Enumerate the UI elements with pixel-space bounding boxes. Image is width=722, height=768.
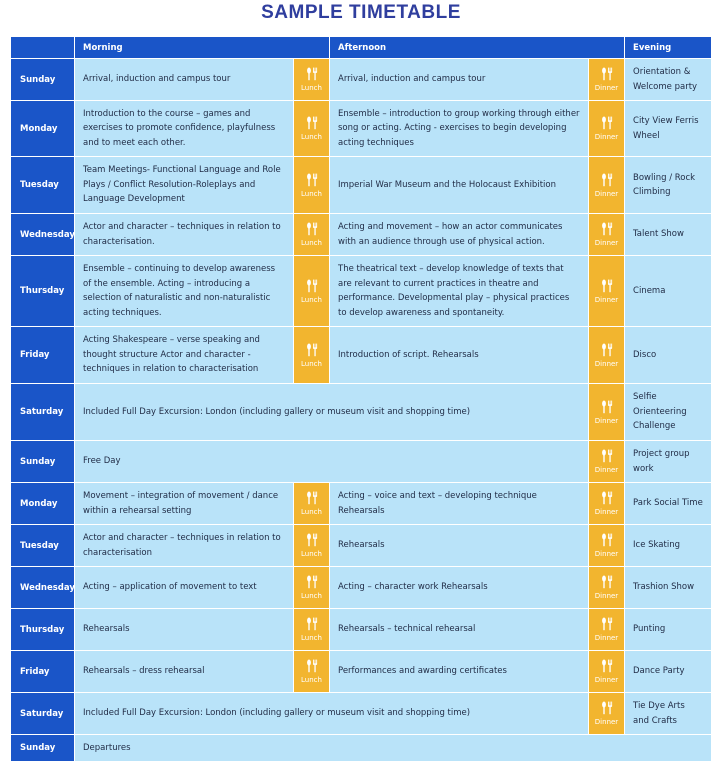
timetable (10, 36, 712, 762)
afternoon-cell: Acting and movement – how an actor communicates with an audience through use of physical action. (330, 214, 589, 256)
day-cell: Monday (11, 101, 75, 157)
table-row (11, 483, 712, 525)
dinner-cell (589, 567, 625, 609)
day-cell: Friday (11, 327, 75, 384)
cutlery-icon (600, 659, 614, 673)
dinner-label: Dinner (594, 634, 619, 642)
lunch-cell (294, 525, 330, 567)
table-row (11, 327, 712, 384)
table-row (11, 651, 712, 693)
cutlery-icon (600, 400, 614, 414)
morning-cell: Arrival, induction and campus tour (75, 59, 294, 101)
lunch-cell (294, 101, 330, 157)
lunch-label: Lunch (301, 239, 322, 247)
dinner-label: Dinner (594, 718, 619, 726)
evening-cell: Tie Dye Arts and Crafts (625, 693, 712, 735)
lunch-label: Lunch (301, 550, 322, 558)
day-cell: Wednesday (11, 567, 75, 609)
day-cell: Thursday (11, 609, 75, 651)
table-row (11, 693, 712, 735)
evening-cell: Project group work (625, 441, 712, 483)
lunch-cell (294, 256, 330, 327)
evening-cell: Selfie Orienteering Challenge (625, 384, 712, 441)
evening-cell: Punting (625, 609, 712, 651)
table-row (11, 101, 712, 157)
dinner-cell (589, 256, 625, 327)
dinner-cell (589, 101, 625, 157)
lunch-label: Lunch (301, 189, 322, 198)
dinner-label: Dinner (594, 550, 619, 558)
day-cell: Sunday (11, 59, 75, 101)
cutlery-icon (600, 279, 614, 293)
table-row (11, 567, 712, 609)
afternoon-cell: Rehearsals – technical rehearsal (330, 609, 589, 651)
afternoon-cell: Performances and awarding certificates (330, 651, 589, 693)
cutlery-icon (305, 67, 319, 81)
afternoon-cell: Acting – character work Rehearsals (330, 567, 589, 609)
morning-cell: Movement – integration of movement / dance within a rehearsal setting (75, 483, 294, 525)
dinner-cell (589, 693, 625, 735)
lunch-label: Lunch (301, 84, 322, 92)
header-corner (11, 37, 75, 59)
lunch-cell (294, 327, 330, 384)
day-cell: Tuesday (11, 157, 75, 214)
departure-cell: Departures (75, 735, 712, 762)
cutlery-icon (600, 343, 614, 357)
table-row (11, 59, 712, 101)
morning-cell: Acting – application of movement to text (75, 567, 294, 609)
lunch-label: Lunch (301, 359, 322, 368)
table-row (11, 609, 712, 651)
afternoon-cell: Acting – voice and text – developing technique Rehearsals (330, 483, 589, 525)
morning-cell: Ensemble – continuing to develop awareness of the ensemble. Acting – introducing a selection of naturalistic and non-naturalistic acting techniques. (75, 256, 294, 327)
cutlery-icon (600, 222, 614, 236)
morning-cell: Team Meetings- Functional Language and Role Plays / Conflict Resolution-Roleplays and Language Development (75, 157, 294, 214)
header-morning: Morning (75, 37, 330, 59)
dinner-cell (589, 59, 625, 101)
day-cell: Saturday (11, 693, 75, 735)
dinner-cell (589, 525, 625, 567)
lunch-cell (294, 483, 330, 525)
afternoon-cell: Arrival, induction and campus tour (330, 59, 589, 101)
fullday-cell: Free Day (75, 441, 589, 483)
page-title: SAMPLE TIMETABLE (261, 2, 461, 23)
evening-cell: Disco (625, 327, 712, 384)
cutlery-icon (305, 659, 319, 673)
table-row (11, 214, 712, 256)
afternoon-cell: Rehearsals (330, 525, 589, 567)
evening-cell: Cinema (625, 256, 712, 327)
cutlery-icon (600, 575, 614, 589)
day-cell: Saturday (11, 384, 75, 441)
lunch-label: Lunch (301, 508, 322, 516)
day-cell: Tuesday (11, 525, 75, 567)
day-cell: Thursday (11, 256, 75, 327)
evening-cell: Dance Party (625, 651, 712, 693)
table-row (11, 256, 712, 327)
dinner-cell (589, 157, 625, 214)
dinner-cell (589, 384, 625, 441)
cutlery-icon (600, 533, 614, 547)
cutlery-icon (600, 116, 614, 130)
dinner-label: Dinner (594, 676, 619, 684)
dinner-label: Dinner (594, 508, 619, 516)
cutlery-icon (305, 617, 319, 631)
dinner-label: Dinner (594, 133, 619, 141)
dinner-label: Dinner (594, 416, 619, 425)
lunch-label: Lunch (301, 592, 322, 600)
table-row (11, 441, 712, 483)
lunch-label: Lunch (301, 133, 322, 141)
cutlery-icon (305, 116, 319, 130)
cutlery-icon (600, 173, 614, 187)
table-row (11, 735, 712, 762)
evening-cell: City View Ferris Wheel (625, 101, 712, 157)
fullday-cell: Included Full Day Excursion: London (including gallery or museum visit and shopping time) (75, 693, 589, 735)
header-afternoon: Afternoon (330, 37, 625, 59)
dinner-label: Dinner (594, 239, 619, 247)
header-evening: Evening (625, 37, 712, 59)
dinner-cell (589, 441, 625, 483)
dinner-cell (589, 651, 625, 693)
cutlery-icon (600, 701, 614, 715)
day-cell: Wednesday (11, 214, 75, 256)
afternoon-cell: The theatrical text – develop knowledge of texts that are relevant to current practices in theatre and performance. Developmental play – physical practices to develop awareness and spontaneity. (330, 256, 589, 327)
evening-cell: Trashion Show (625, 567, 712, 609)
evening-cell: Orientation & Welcome party (625, 59, 712, 101)
dinner-cell (589, 609, 625, 651)
lunch-cell (294, 214, 330, 256)
dinner-cell (589, 327, 625, 384)
dinner-label: Dinner (594, 592, 619, 600)
day-cell: Monday (11, 483, 75, 525)
afternoon-cell: Introduction of script. Rehearsals (330, 327, 589, 384)
morning-cell: Introduction to the course – games and exercises to promote confidence, playfulness and to meet each other. (75, 101, 294, 157)
dinner-cell (589, 483, 625, 525)
lunch-cell (294, 59, 330, 101)
table-row (11, 384, 712, 441)
cutlery-icon (305, 575, 319, 589)
cutlery-icon (305, 533, 319, 547)
cutlery-icon (600, 617, 614, 631)
dinner-label: Dinner (594, 84, 619, 92)
fullday-cell: Included Full Day Excursion: London (including gallery or museum visit and shopping time) (75, 384, 589, 441)
evening-cell: Talent Show (625, 214, 712, 256)
lunch-cell (294, 609, 330, 651)
day-cell: Friday (11, 651, 75, 693)
evening-cell: Bowling / Rock Climbing (625, 157, 712, 214)
lunch-cell (294, 651, 330, 693)
dinner-cell (589, 214, 625, 256)
lunch-label: Lunch (301, 634, 322, 642)
evening-cell: Ice Skating (625, 525, 712, 567)
cutlery-icon (600, 67, 614, 81)
dinner-label: Dinner (594, 295, 619, 304)
afternoon-cell: Imperial War Museum and the Holocaust Exhibition (330, 157, 589, 214)
cutlery-icon (305, 491, 319, 505)
cutlery-icon (305, 343, 319, 357)
afternoon-cell: Ensemble – introduction to group working through either song or acting. Acting - exercises to begin developing acting techniques (330, 101, 589, 157)
evening-cell: Park Social Time (625, 483, 712, 525)
day-cell: Sunday (11, 441, 75, 483)
lunch-label: Lunch (301, 295, 322, 304)
morning-cell: Rehearsals – dress rehearsal (75, 651, 294, 693)
day-cell: Sunday (11, 735, 75, 762)
cutlery-icon (305, 279, 319, 293)
dinner-label: Dinner (594, 359, 619, 368)
dinner-label: Dinner (594, 189, 619, 198)
cutlery-icon (600, 449, 614, 463)
dinner-label: Dinner (594, 466, 619, 474)
header-row (11, 37, 712, 59)
morning-cell: Acting Shakespeare – verse speaking and thought structure Actor and character - techniques in relation to characterisation (75, 327, 294, 384)
morning-cell: Rehearsals (75, 609, 294, 651)
morning-cell: Actor and character – techniques in relation to characterisation (75, 525, 294, 567)
cutlery-icon (305, 222, 319, 236)
table-row (11, 157, 712, 214)
lunch-label: Lunch (301, 676, 322, 684)
lunch-cell (294, 157, 330, 214)
morning-cell: Actor and character – techniques in relation to characterisation. (75, 214, 294, 256)
lunch-cell (294, 567, 330, 609)
cutlery-icon (600, 491, 614, 505)
cutlery-icon (305, 173, 319, 187)
table-row (11, 525, 712, 567)
